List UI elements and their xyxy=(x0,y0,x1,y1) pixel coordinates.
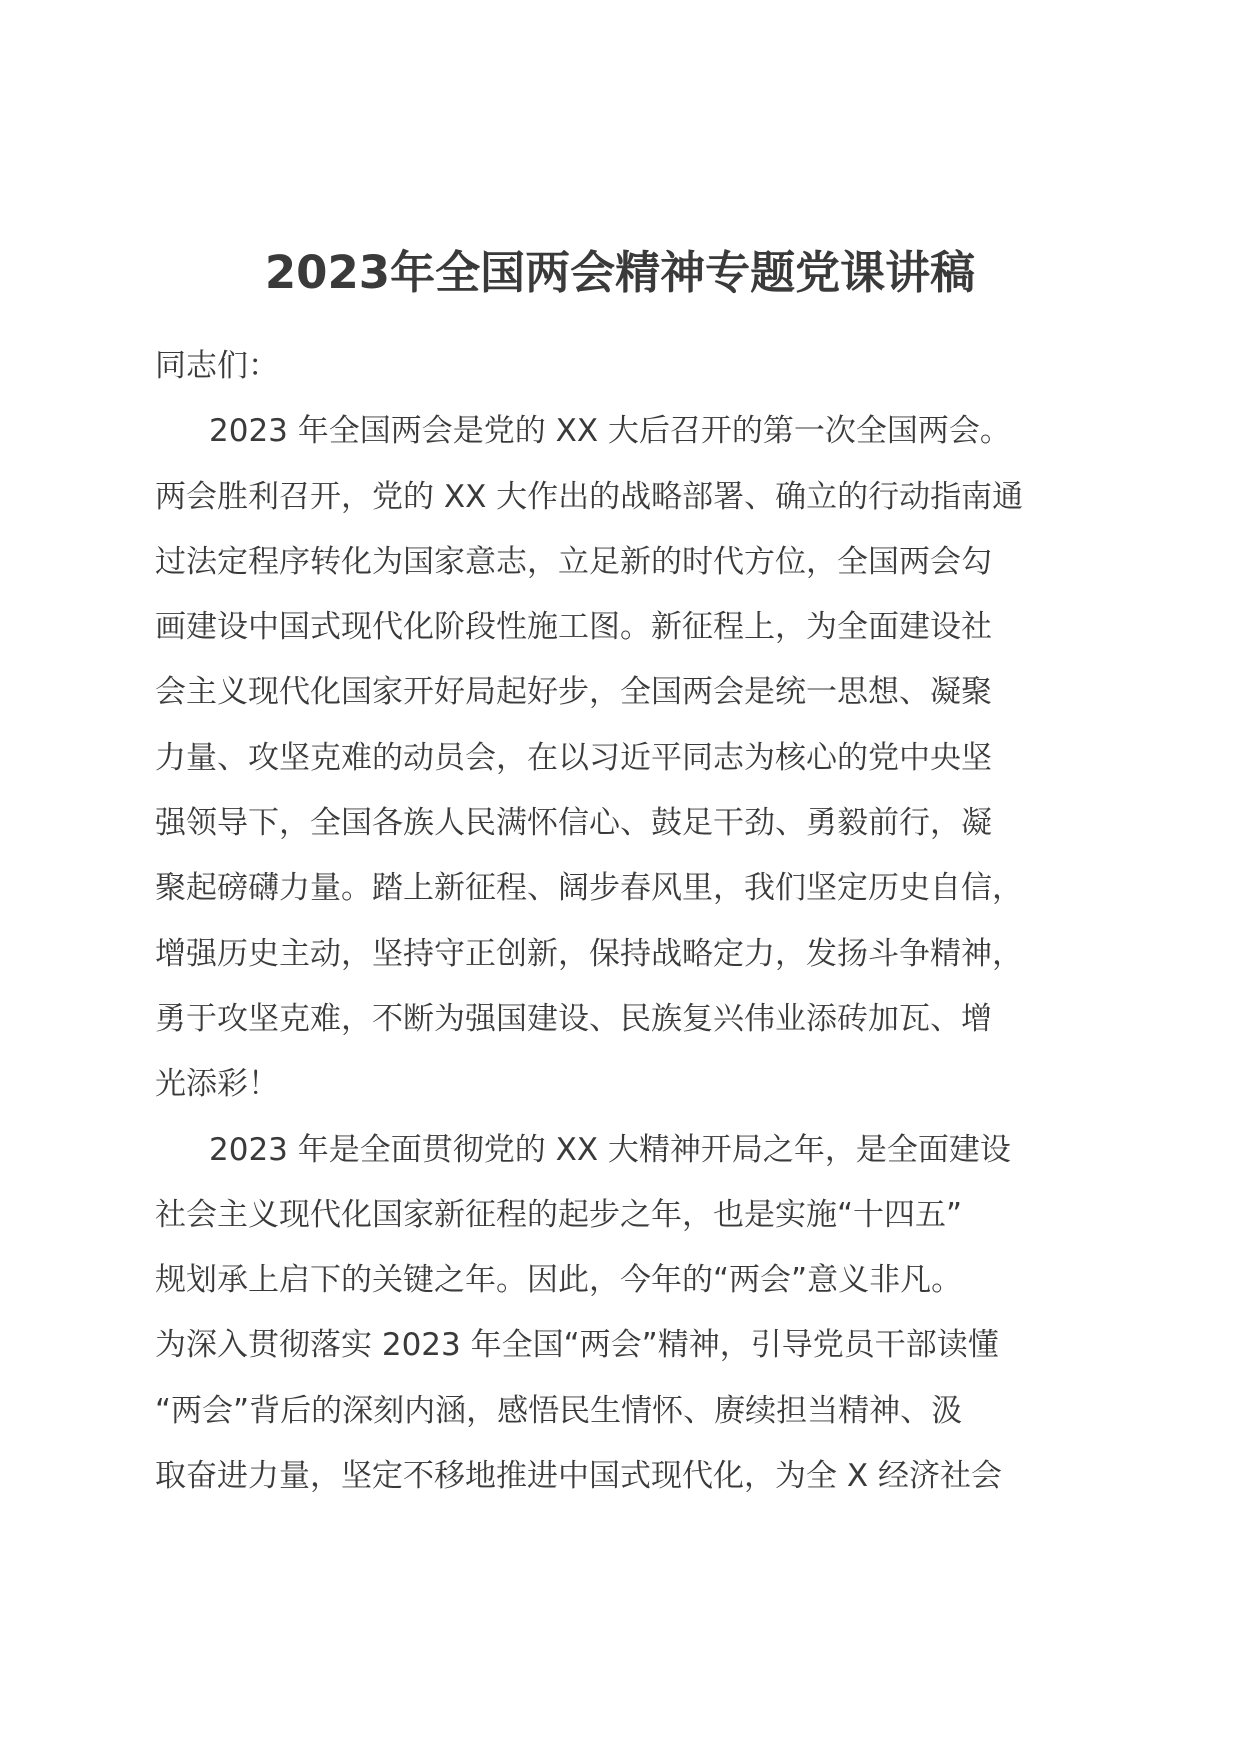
paragraph-2-line: 取奋进力量，坚定不移地推进中国式现代化，为全 X 经济社会 xyxy=(155,1458,1002,1495)
paragraph-1-line: 光添彩！ xyxy=(155,1066,279,1103)
paragraph-1-line: 2023 年全国两会是党的 XX 大后召开的第一次全国两会。 xyxy=(209,413,1011,450)
document-body xyxy=(155,334,1095,1509)
paragraph-1-line: 增强历史主动，坚持守正创新，保持战略定力，发扬斗争精神， xyxy=(155,935,1023,972)
paragraph-1-line: 画建设中国式现代化阶段性施工图。新征程上，为全面建设社 xyxy=(155,609,992,646)
paragraph-2-line: 2023 年是全面贯彻党的 XX 大精神开局之年，是全面建设 xyxy=(209,1131,1011,1168)
paragraph-2-line: 规划承上启下的关键之年。因此，今年的“两会”意义非凡。 xyxy=(155,1262,963,1299)
paragraph-1-line: 聚起磅礴力量。踏上新征程、阔步春风里，我们坚定历史自信， xyxy=(155,870,1023,907)
paragraph-1-line: 力量、攻坚克难的动员会，在以习近平同志为核心的党中央坚 xyxy=(155,739,992,776)
paragraph-1-line: 勇于攻坚克难，不断为强国建设、民族复兴伟业添砖加瓦、增 xyxy=(155,1000,992,1037)
document-title: 2023年全国两会精神专题党课讲稿 xyxy=(264,246,976,299)
salutation: 同志们： xyxy=(155,348,279,384)
paragraph-1-line: 过法定程序转化为国家意志，立足新的时代方位，全国两会勾 xyxy=(155,543,992,580)
paragraph-1-line: 两会胜利召开，党的 XX 大作出的战略部署、确立的行动指南通 xyxy=(155,478,1024,515)
paragraph-1-line: 会主义现代化国家开好局起好步，全国两会是统一思想、凝聚 xyxy=(155,674,992,711)
paragraph-2-line: “两会”背后的深刻内涵，感悟民生情怀、赓续担当精神、汲 xyxy=(155,1392,963,1429)
paragraph-2-line: 社会主义现代化国家新征程的起步之年，也是实施“十四五” xyxy=(155,1196,963,1233)
paragraph-2-line: 为深入贯彻落实 2023 年全国“两会”精神，引导党员干部读懂 xyxy=(155,1327,999,1364)
paragraph-1-line: 强领导下，全国各族人民满怀信心、鼓足干劲、勇毅前行，凝 xyxy=(155,805,992,842)
